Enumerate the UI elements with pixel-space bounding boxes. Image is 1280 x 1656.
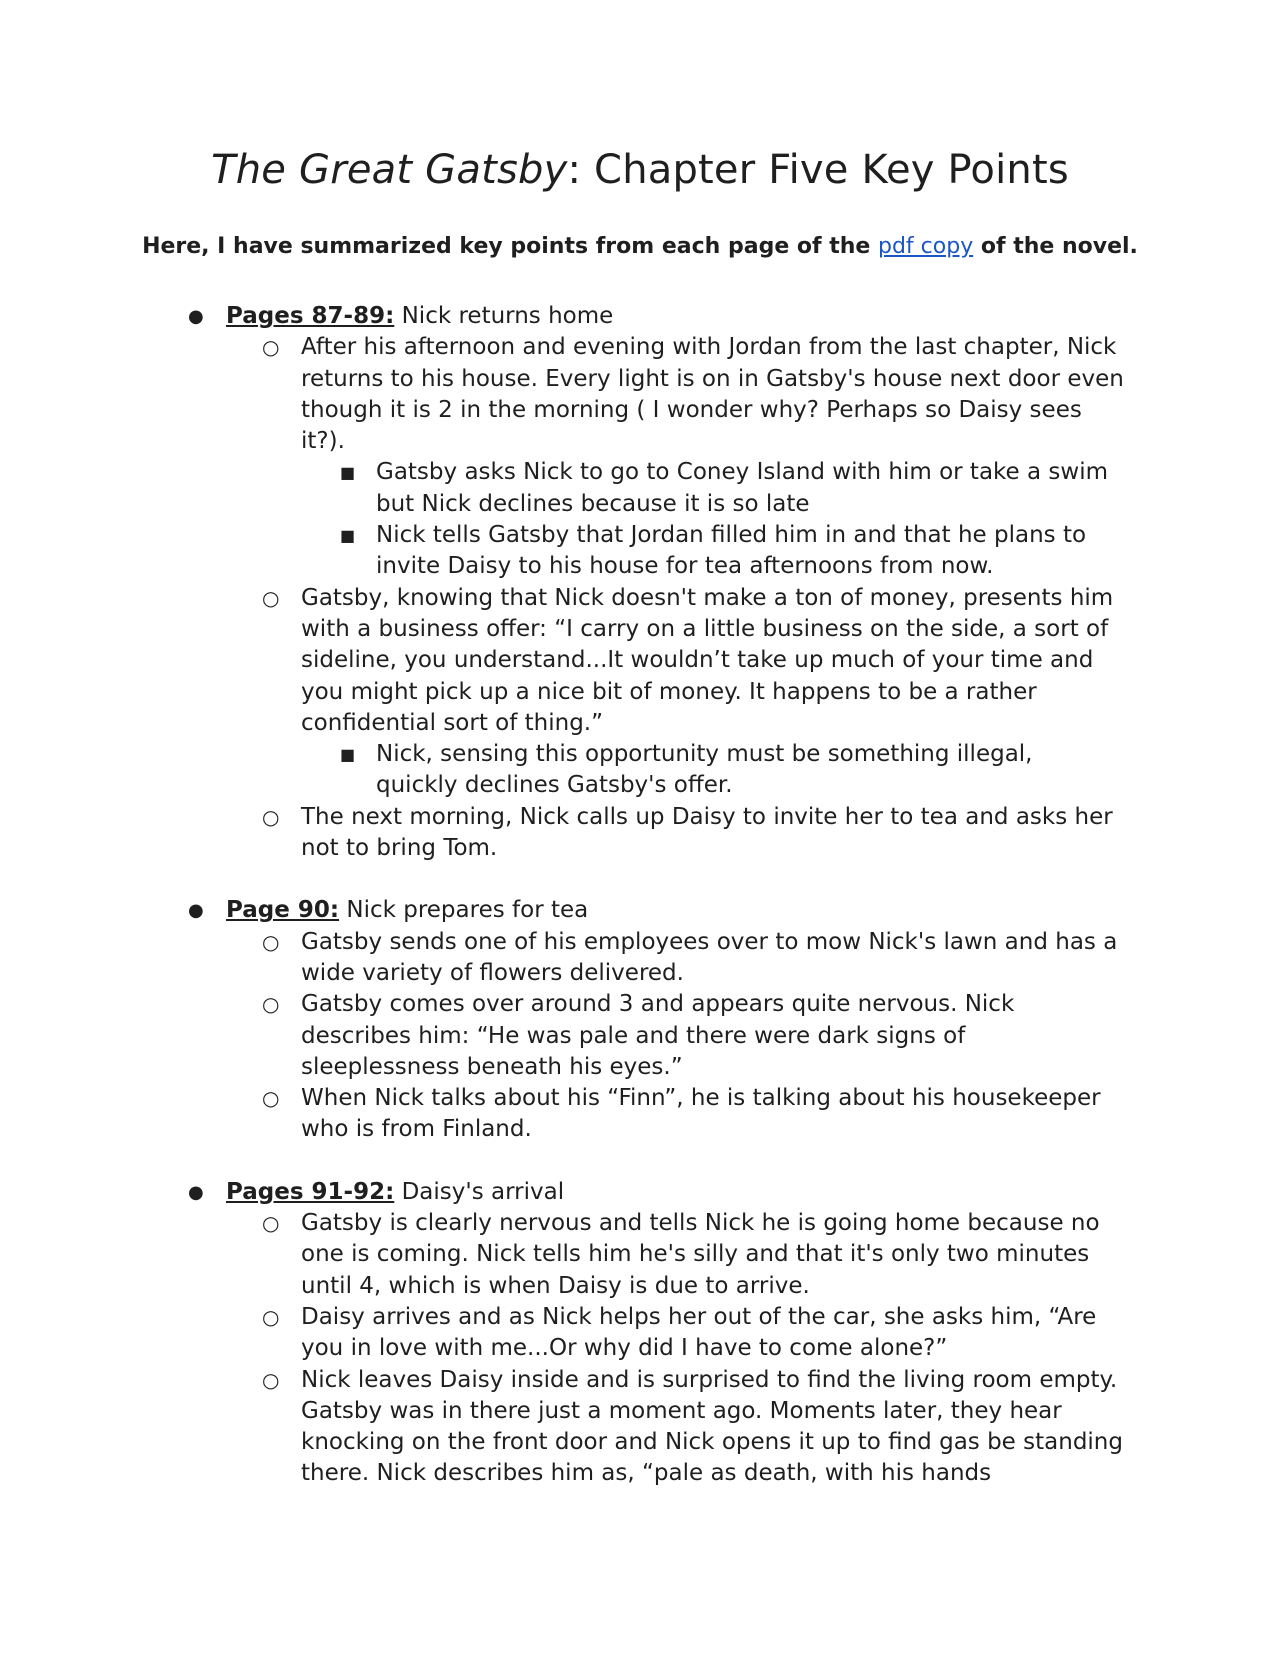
key-point-text: When Nick talks about his “Finn”, he is talking about his housekeeper who is from Finland.: [301, 1085, 1101, 1143]
sub-point-text: Nick tells Gatsby that Jordan filled him in and that he plans to invite Daisy to his house for tea afternoons from now.: [376, 522, 1087, 580]
bullet-circle-icon: ○: [262, 1086, 280, 1111]
bullet-square-icon: ■: [340, 745, 356, 765]
bullet-dot-icon: ●: [188, 900, 204, 922]
key-point-item: [0, 1302, 1131, 1365]
intro-paragraph: [0, 230, 1280, 264]
key-point-text: Gatsby sends one of his employees over to mow Nick's lawn and has a wide variety of flowers delivered.: [301, 928, 1118, 986]
key-point-text: Nick leaves Daisy inside and is surprised to find the living room empty. Gatsby was in there just a moment ago. Moments later, they hear knocking on the front door and Nick opens it up to find gas be standing there. Nick describes him as, “pale as death, with his hands: [301, 1366, 1123, 1487]
sub-point-item: [0, 520, 1121, 583]
bullet-circle-icon: ○: [262, 585, 280, 610]
key-point-item: [0, 927, 1131, 990]
section-page-range: Pages 91-92:: [226, 1178, 395, 1205]
bullet-dot-icon: ●: [188, 306, 204, 327]
key-point-text: Gatsby comes over around 3 and appears quite nervous. Nick describes him: “He was pale and there were dark signs of sleeplessness beneath his eyes.”: [301, 991, 1015, 1080]
sub-point-item: [0, 739, 1121, 802]
bullet-square-icon: ■: [340, 463, 356, 483]
key-point-item: [0, 332, 1131, 457]
key-point-item: [0, 583, 1131, 739]
section-heading-item: [0, 895, 1126, 926]
sub-point-item: [0, 457, 1121, 520]
page-section: [0, 1177, 1280, 1490]
section-topic: Nick returns home: [394, 303, 614, 329]
key-point-text: After his afternoon and evening with Jordan from the last chapter, Nick returns to his house. Every light is on in Gatsby's house next door even though it is 2 in the morning ( I wonder why? Perhaps so Daisy sees it?).: [301, 334, 1124, 455]
bullet-circle-icon: ○: [262, 804, 280, 829]
sub-point-text: Nick, sensing this opportunity must be something illegal, quickly declines Gatsby's offer.: [376, 741, 1033, 799]
key-point-text: Gatsby, knowing that Nick doesn't make a ton of money, presents him with a business offer: “I carry on a little business on the side, a sort of sideline, you understand...It wouldn’t take up much of your time and you might pick up a nice bit of money. It happens to be a rather confidential sort of thing.”: [301, 584, 1114, 736]
section-topic: Nick prepares for tea: [339, 897, 589, 924]
bullet-circle-icon: ○: [262, 992, 280, 1017]
bullet-circle-icon: ○: [262, 335, 280, 360]
key-point-item: [0, 1208, 1131, 1302]
page-section: [0, 895, 1280, 1145]
key-point-text: Gatsby is clearly nervous and tells Nick he is going home because no one is coming. Nick tells him he's silly and that it's only two minutes until 4, which is when Daisy is due to arrive.: [301, 1210, 1100, 1299]
bullet-circle-icon: ○: [262, 1211, 280, 1236]
section-page-range: Pages 87-89:: [226, 303, 395, 329]
section-heading-item: [0, 301, 1126, 332]
page-section: [0, 301, 1280, 864]
key-points-list: [0, 301, 1280, 1490]
bullet-circle-icon: ○: [262, 929, 280, 954]
key-point-item: [0, 802, 1131, 865]
title-rest: : Chapter Five Key Points: [567, 147, 1069, 193]
key-point-item: [0, 1083, 1131, 1146]
bullet-circle-icon: ○: [262, 1367, 280, 1392]
page-title: [0, 142, 1280, 198]
key-point-item: [0, 989, 1131, 1083]
key-point-text: Daisy arrives and as Nick helps her out of the car, she asks him, “Are you in love with me...Or why did I have to come alone?”: [301, 1303, 1097, 1362]
bullet-square-icon: ■: [340, 526, 356, 546]
intro-text-before: Here, I have summarized key points from each page of the: [142, 234, 878, 259]
section-heading-item: [0, 1177, 1126, 1208]
section-topic: Daisy's arrival: [394, 1178, 565, 1205]
key-point-item: [0, 1365, 1131, 1490]
intro-text-after: of the novel.: [973, 234, 1138, 259]
key-point-text: The next morning, Nick calls up Daisy to invite her to tea and asks her not to bring Tom.: [301, 803, 1113, 862]
title-book-name: The Great Gatsby: [211, 147, 568, 193]
pdf-copy-link[interactable]: pdf copy: [878, 234, 974, 259]
bullet-circle-icon: ○: [262, 1304, 280, 1329]
bullet-dot-icon: ●: [188, 1181, 204, 1203]
sub-point-text: Gatsby asks Nick to go to Coney Island with him or take a swim but Nick declines because it is so late: [376, 459, 1109, 517]
section-page-range: Page 90:: [226, 897, 340, 924]
